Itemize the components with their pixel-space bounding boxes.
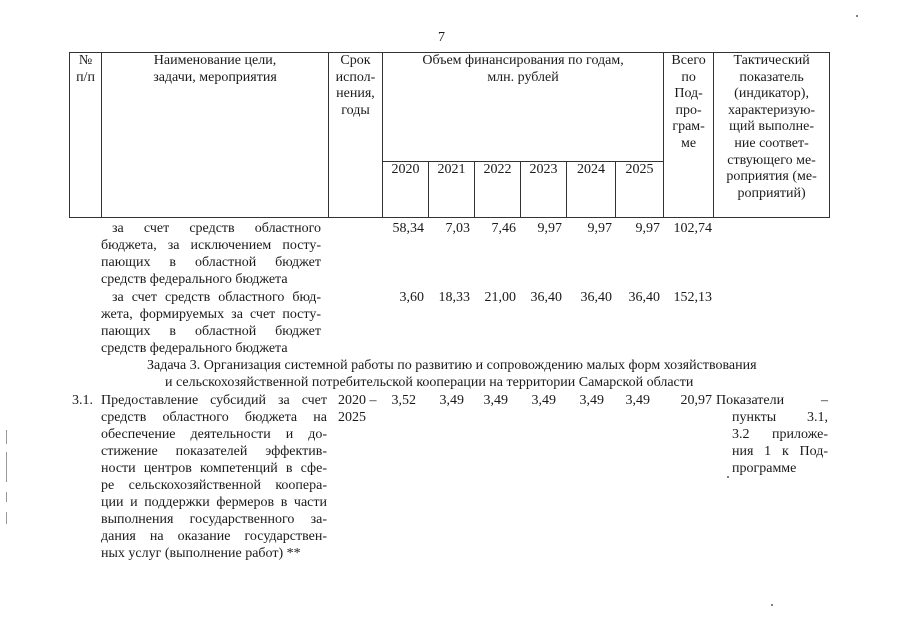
table-header bbox=[69, 52, 830, 218]
page-number: 7 bbox=[438, 30, 445, 45]
header-name-line: Наименование цели, bbox=[153, 53, 277, 68]
row-text-line: бюджета, за исключением посту- bbox=[101, 238, 321, 253]
row-text-line: ных услуг (выполнение работ) ** bbox=[101, 546, 301, 561]
header-funding-line: млн. рублей bbox=[487, 69, 559, 85]
indicator-line: Показатели – bbox=[716, 393, 828, 408]
header-year: 2023 bbox=[521, 161, 567, 217]
header-funding bbox=[383, 53, 664, 162]
row-text-line: ре сельскохозяйственной коопера- bbox=[101, 478, 327, 493]
value-2024: 9,97 bbox=[587, 221, 612, 236]
row-text-line: ции и поддержки фермеров в части bbox=[101, 495, 327, 510]
value-2023: 9,97 bbox=[537, 221, 562, 236]
indicator-line: пункты 3.1, bbox=[732, 410, 828, 425]
task-heading-line: Задача 3. Организация системной работы по развитию и сопровождению малых форм хозяйствования bbox=[147, 358, 757, 373]
row-text-line: за счет средств областного bbox=[112, 221, 321, 236]
row-text-line: за счет средств областного бюд- bbox=[112, 290, 321, 305]
row-text-line: средств федерального бюджета bbox=[101, 272, 288, 287]
value-2025: 9,97 bbox=[635, 221, 660, 236]
value-2025: 36,40 bbox=[628, 290, 660, 305]
header-year: 2025 bbox=[616, 161, 664, 217]
value-2022: 21,00 bbox=[484, 290, 516, 305]
header-term-line: испол- bbox=[335, 69, 376, 85]
task-heading-line: и сельскохозяйственной потребительской кооперации на территории Самарской области bbox=[165, 375, 694, 390]
value-2020: 58,34 bbox=[392, 221, 424, 236]
indicator-line: 3.2 приложе- bbox=[732, 427, 828, 442]
scan-edge-mark bbox=[6, 430, 7, 444]
row-text-line: обеспечение деятельности и до- bbox=[101, 427, 327, 442]
item-term-line: 2025 bbox=[338, 410, 366, 425]
row-text-line: жета, формируемых за счет посту- bbox=[101, 307, 321, 322]
header-indicator-line: (индикатор), bbox=[734, 86, 809, 102]
row-text-line: выполнения государственного за- bbox=[101, 512, 327, 527]
item-term-line: 2020 – bbox=[338, 393, 377, 408]
indicator-line: программе bbox=[732, 461, 797, 476]
indicator-line: ния 1 к Под- bbox=[732, 444, 828, 459]
header-name-line: задачи, мероприятия bbox=[153, 69, 277, 85]
header-indicator-line: показатель bbox=[739, 69, 804, 85]
header-total-line: по bbox=[681, 69, 696, 85]
header-term-line: нения, bbox=[336, 86, 375, 102]
value-total: 152,13 bbox=[673, 290, 712, 305]
header-indicator-line: щий выполне- bbox=[729, 119, 815, 135]
row-text-line: дания на оказание государствен- bbox=[101, 529, 327, 544]
header-indicator-line: ствующего ме- bbox=[727, 152, 816, 168]
header-funding-line: Объем финансирования по годам, bbox=[422, 53, 624, 68]
value-2021: 7,03 bbox=[445, 221, 470, 236]
value-total: 20,97 bbox=[680, 393, 712, 408]
scan-edge-mark bbox=[6, 452, 7, 482]
value-2024: 3,49 bbox=[579, 393, 604, 408]
header-indicator-line: роприятий) bbox=[737, 185, 806, 201]
value-total: 102,74 bbox=[673, 221, 712, 236]
value-2021: 18,33 bbox=[438, 290, 470, 305]
value-2022: 7,46 bbox=[491, 221, 516, 236]
row-text-line: Предоставление субсидий за счет bbox=[101, 393, 327, 408]
header-total-line: Под- bbox=[674, 86, 703, 102]
header-term bbox=[329, 53, 383, 218]
row-text-line: средств федерального бюджета bbox=[101, 341, 288, 356]
value-2020: 3,52 bbox=[391, 393, 416, 408]
value-2020: 3,60 bbox=[399, 290, 424, 305]
header-indicator-line: роприятия (ме- bbox=[726, 169, 817, 185]
header-term-line: Срок bbox=[340, 53, 371, 68]
value-2023: 36,40 bbox=[530, 290, 562, 305]
header-year: 2021 bbox=[429, 161, 475, 217]
scan-speck bbox=[727, 476, 729, 478]
value-2025: 3,49 bbox=[625, 393, 650, 408]
header-year: 2022 bbox=[475, 161, 521, 217]
header-total-line: ме bbox=[681, 135, 697, 151]
value-2024: 36,40 bbox=[580, 290, 612, 305]
row-text-line: стижение показателей эффектив- bbox=[101, 444, 327, 459]
value-2022: 3,49 bbox=[483, 393, 508, 408]
header-indicator-line: характеризую- bbox=[728, 102, 816, 118]
row-text-line: ности центров компетенций в сфе- bbox=[101, 461, 327, 476]
scan-edge-mark bbox=[6, 492, 7, 502]
value-2023: 3,49 bbox=[531, 393, 556, 408]
scan-speck bbox=[771, 604, 773, 606]
header-total-line: Всего bbox=[671, 53, 706, 68]
header-year: 2020 bbox=[383, 161, 429, 217]
header-total-line: про- bbox=[675, 102, 702, 118]
header-indicator bbox=[714, 53, 830, 218]
row-text-line: пающих в областной бюджет bbox=[101, 255, 321, 270]
header-num: № п/п bbox=[70, 53, 102, 218]
item-number: 3.1. bbox=[72, 393, 93, 408]
row-text-line: пающих в областной бюджет bbox=[101, 324, 321, 339]
header-indicator-line: Тактический bbox=[733, 53, 810, 68]
header-total-line: грам- bbox=[672, 119, 705, 135]
row-text-line: средств областного бюджета на bbox=[101, 410, 327, 425]
scan-speck bbox=[856, 15, 858, 17]
header-indicator-line: ние соответ- bbox=[734, 135, 809, 151]
header-total bbox=[664, 53, 714, 218]
header-year: 2024 bbox=[567, 161, 616, 217]
header-term-line: годы bbox=[341, 102, 370, 118]
scan-edge-mark bbox=[6, 512, 7, 524]
header-name bbox=[102, 53, 329, 218]
value-2021: 3,49 bbox=[439, 393, 464, 408]
